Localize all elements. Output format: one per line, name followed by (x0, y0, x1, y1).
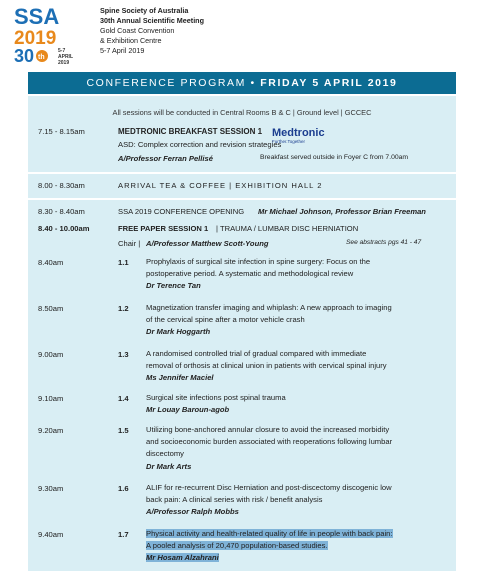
talk-number: 1.1 (118, 258, 129, 267)
divider (28, 198, 456, 200)
sponsor-name: Medtronic (272, 127, 325, 139)
talk-item (146, 482, 446, 519)
venue-line-2: & Exhibition Centre (100, 36, 162, 45)
talk-title-line: Surgical site infections post spinal trauma (146, 393, 286, 402)
talk-time: 8.50am (38, 304, 64, 313)
talk-speaker: A/Professor Ralph Mobbs (146, 507, 239, 517)
breakfast-subtitle: ASD: Complex correction and revision strategies (118, 140, 282, 149)
talk-title-line: removal of orthosis at clinical union in patients with cervical spinal injury (146, 361, 387, 371)
talk-speaker: Ms Jennifer Maciel (146, 373, 214, 383)
talk-speaker: Mr Louay Baroun-agob (146, 405, 230, 415)
program-banner (28, 72, 456, 94)
svg-text:SSA: SSA (14, 4, 60, 29)
breakfast-time: 7.15 - 8.15am (38, 127, 85, 136)
page-header (0, 0, 482, 72)
talk-time: 9.40am (38, 530, 64, 539)
svg-text:APRIL: APRIL (58, 54, 73, 60)
talk-item (146, 348, 446, 385)
talk-number: 1.4 (118, 394, 129, 403)
ssa-2019-logo (12, 4, 96, 66)
svg-text:2019: 2019 (58, 60, 70, 66)
talk-number: 1.3 (118, 350, 129, 359)
talk-time: 9.10am (38, 394, 64, 403)
opening-speakers: Mr Michael Johnson, Professor Brian Freeman (258, 207, 426, 216)
talk-number: 1.7 (118, 530, 129, 539)
chair-label: Chair | (118, 239, 141, 248)
talk-speaker: Dr Terence Tan (146, 281, 201, 291)
talk-item (146, 302, 446, 339)
talk-title-line: back pain: A clinical series with risk / benefit analysis (146, 495, 323, 505)
talk-item (146, 392, 446, 416)
svg-text:5-7: 5-7 (58, 48, 66, 54)
breakfast-note: Breakfast served outside in Foyer C from 7.00am (260, 154, 409, 161)
free-paper-time: 8.40 - 10.00am (38, 224, 90, 233)
divider (28, 172, 456, 174)
talk-title-line: A randomised controlled trial of gradual compared with immediate (146, 349, 367, 358)
talk-number: 1.2 (118, 304, 129, 313)
chair-name: A/Professor Matthew Scott-Young (146, 239, 269, 248)
venue-line-1: Gold Coast Convention (100, 26, 175, 35)
abstracts-ref: See abstracts pgs 41 - 47 (346, 239, 422, 246)
talk-title-line: of the cervical spine after a motor vehicle crash (146, 315, 305, 325)
talk-speaker: Dr Mark Arts (146, 461, 192, 471)
arrival-title: ARRIVAL TEA & COFFEE | EXHIBITION HALL 2 (118, 181, 323, 190)
talk-item-highlighted[interactable] (146, 528, 446, 565)
talk-title-line[interactable]: Physical activity and health-related quality of life in people with back pain: (146, 529, 393, 538)
talk-speaker[interactable]: Mr Hosam Alzahrani (146, 553, 219, 563)
opening-time: 8.30 - 8.40am (38, 207, 85, 216)
banner-day: FRIDAY 5 APRIL 2019 (260, 77, 398, 89)
talk-title-line: Prophylaxis of surgical site infection in spine surgery: Focus on the (146, 257, 371, 266)
svg-text:2019: 2019 (14, 28, 57, 49)
free-paper-title: FREE PAPER SESSION 1 (118, 224, 209, 233)
talk-time: 9.00am (38, 350, 64, 359)
venue-note: All sessions will be conducted in Central Rooms B & C | Ground level | GCCEC (112, 108, 372, 117)
talk-number: 1.5 (118, 426, 129, 435)
talk-title-line[interactable]: A pooled analysis of 20,470 population-based studies. (146, 541, 328, 551)
meeting-name: 30th Annual Scientific Meeting (100, 16, 204, 25)
sponsor-tagline: Further.Together (272, 139, 306, 144)
header-info (100, 6, 204, 56)
talk-time: 8.40am (38, 258, 64, 267)
org-name: Spine Society of Australia (100, 6, 189, 15)
arrival-time: 8.00 - 8.30am (38, 181, 85, 190)
talk-title-line: ALIF for re-recurrent Disc Herniation and post-discectomy discogenic low (146, 483, 392, 492)
banner-prefix: CONFERENCE PROGRAM • (86, 77, 261, 89)
talk-title-line: Utilizing bone-anchored annular closure to avoid the increased morbidity (146, 425, 390, 434)
program-card (28, 96, 456, 571)
breakfast-title: MEDTRONIC BREAKFAST SESSION 1 (118, 127, 263, 136)
talk-item (146, 256, 446, 293)
talk-title-line: postoperative period. A systematic and methodological review (146, 269, 354, 279)
talk-item (146, 424, 446, 473)
talk-time: 9.30am (38, 484, 64, 493)
talk-number: 1.6 (118, 484, 129, 493)
talk-speaker: Dr Mark Hoggarth (146, 327, 211, 337)
talk-time: 9.20am (38, 426, 64, 435)
free-paper-topic: | TRAUMA / LUMBAR DISC HERNIATION (216, 224, 359, 233)
talk-title-line: discectomy (146, 449, 184, 459)
meeting-dates: 5-7 April 2019 (100, 46, 145, 55)
talk-title-line: and socioeconomic burden associated with reoperations following lumbar (146, 437, 393, 447)
breakfast-speaker: A/Professor Ferran Pellisé (118, 154, 213, 163)
talk-title-line: Magnetization transfer imaging and whiplash: A new approach to imaging (146, 303, 392, 312)
opening-title: SSA 2019 CONFERENCE OPENING (118, 207, 245, 216)
svg-text:th: th (38, 54, 45, 61)
svg-text:30: 30 (14, 46, 35, 66)
